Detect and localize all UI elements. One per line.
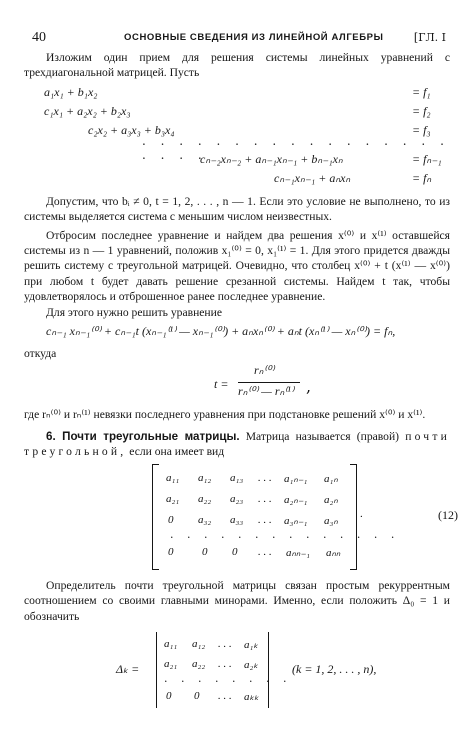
matrix-cell: a₁₁ [166,471,180,484]
fraction-denominator: rₙ⁽⁰⁾ — rₙ⁽¹⁾ [238,384,294,399]
spaced-term: почти треугольной, [24,429,450,459]
equation-text: cₙ₋₁ xₙ₋₁⁽⁰⁾ + cₙ₋₁t (xₙ₋₁⁽¹⁾ — xₙ₋₁⁽⁰⁾) + aₙxₙ⁽⁰⁾ + aₙt (xₙ⁽¹⁾ — xₙ⁽⁰⁾) = fₙ, [46,324,396,339]
matrix-cell: aₙₙ₋₁ [286,546,310,559]
matrix-cell: . . . [258,513,272,526]
running-title: ОСНОВНЫЕ СВЕДЕНИЯ ИЗ ЛИНЕЙНОЙ АЛГЕБРЫ [124,32,384,43]
system-row [24,83,450,102]
matrix-cell: a₁₃ [230,471,244,484]
matrix-cell: a₁ₙ [324,472,338,485]
fraction-bar [238,382,300,383]
display-equation [24,320,450,346]
system-row-lhs: cₙ₋₂xₙ₋₂ + aₙ₋₁xₙ₋₁ + bₙ₋₁xₙ [200,151,343,166]
det-cell: a₁ₖ [244,638,259,651]
matrix-cell: a₁₂ [198,471,212,484]
right-det-bar [268,632,269,708]
system-dots: . . . . . . . . . . . . . . . . . . . . . [142,133,450,162]
system-row-lhs: cₙ₋₁xₙ₋₁ + aₙxₙ [274,170,351,185]
equation-number: (12) [438,507,458,522]
det-cell: 0 [194,689,200,702]
almost-triangular-matrix [24,464,458,574]
fraction-lhs: t = [214,377,229,392]
page-number: 40 [32,30,46,45]
section-text-b: если она имеет вид [126,445,225,459]
intro-paragraph: Изложим один прием для решения системы линейных уравнений с трехдиагональной матрицей. Пусть [24,51,450,80]
det-cell: a₂₂ [192,657,206,670]
matrix-cell: a₃ₙ [324,514,338,527]
matrix-cell: . . . [258,492,272,505]
matrix-cell: a₃₃ [230,513,244,526]
det-cell: a₂₁ [164,657,178,670]
matrix-cell: a₂₁ [166,492,180,505]
solve-intro: Для этого нужно решить уравнение [46,305,222,319]
system-row-rhs: = fₙ₋₁ [412,151,442,166]
matrix-cell: aₙₙ [326,546,341,559]
system-row-rhs: = f₁ [412,84,431,99]
matrix-dots: . . . . . . . . . . . . . . [170,527,400,541]
left-bracket [152,464,159,570]
matrix-cell: . . . [258,471,272,484]
matrix-cell: 0 [168,545,174,558]
determinant-label: Δₖ = [116,661,140,676]
right-bracket [350,464,357,570]
k-range: (k = 1, 2, . . . , n), [292,661,377,676]
section-heading: 6. Почти треугольные матрицы. [46,429,240,443]
matrix-cell: 0 [202,545,208,558]
matrix-cell: a₁ₙ₋₁ [284,472,308,485]
assumption-paragraph: Допустим, что bᵢ ≠ 0, t = 1, 2, . . . , n — 1. Если это условие не выполнено, то из системы выделяется система с меньшим числом неизвестных. [24,194,450,224]
chapter-marker: [ГЛ. I [413,31,446,44]
det-cell: aₖₖ [244,690,259,703]
fraction-numerator: rₙ⁽⁰⁾ [254,363,275,378]
system-row-lhs: a₁x₁ + b₁x₂ [44,84,98,99]
system-row-lhs: c₂x₂ + a₃x₃ + b₃x₄ [88,122,175,137]
matrix-cell: a₃ₙ₋₁ [284,514,308,527]
determinant-paragraph: Определитель почти треугольной матрицы связан простым рекуррентным соотношением со своими главными минорами. Именно, если положить Δ₀ = 1 и обозначить [24,578,450,623]
matrix-cell: a₂ₙ₋₁ [284,493,308,506]
det-cell: 0 [166,689,172,702]
matrix-cell: . . . [258,545,272,558]
otkuda-text: откуда [24,347,57,361]
system-row-rhs: = f₂ [412,103,431,118]
system-row [24,102,450,121]
matrix-cell: a₃₂ [198,513,212,526]
matrix-cell: a₂₃ [230,492,244,505]
section-6-paragraph [24,429,450,460]
tridiagonal-system [24,83,450,188]
system-row [24,150,450,169]
system-row-rhs: = f₃ [412,122,431,137]
matrix-cell: 0 [168,513,174,526]
det-cell: a₂ₖ [244,658,259,671]
matrix-cell: a₂₂ [198,492,212,505]
t-fraction [24,361,450,407]
det-cell: . . . [218,689,232,702]
minor-determinant [24,632,450,712]
matrix-cell: a₂ₙ [324,493,338,506]
system-row-rhs: = fₙ [412,170,432,185]
matrix-cell: 0 [232,545,238,558]
fraction-comma: , [306,377,312,397]
residual-paragraph: где rₙ⁽⁰⁾ и rₙ⁽¹⁾ невязки последнего уравнения при подстановке решений x⁽⁰⁾ и x⁽¹⁾. [24,408,426,422]
det-cell: . . . [218,637,232,650]
det-dots: . . . . . . . . [164,671,292,685]
system-row-lhs: c₁x₁ + a₂x₂ + b₂x₃ [44,103,131,118]
det-cell: a₁₁ [164,637,178,650]
section-text-a: Матрица называется (правой) [239,429,406,443]
left-det-bar [156,632,157,708]
page-header [24,30,450,50]
system-row [24,169,450,188]
method-paragraph: Отбросим последнее уравнение и найдем два решения x⁽⁰⁾ и x⁽¹⁾ оставшейся системы из n — 1 уравнений, положив x₁⁽⁰⁾ = 0, x₁⁽¹⁾ = 1. Для этого придется дважды решить систему с треугольной матрицей. Очевидно, что столбец x⁽⁰⁾ + t (x⁽¹⁾ — x⁽⁰⁾) при любом t будет давать решение срезанной системы. Найдем t так, чтобы удовлетворялось и отброшенное ранее последнее уравнение. [24,228,450,304]
det-cell: a₁₂ [192,637,206,650]
det-cell: . . . [218,657,232,670]
matrix-period: . [360,507,363,520]
